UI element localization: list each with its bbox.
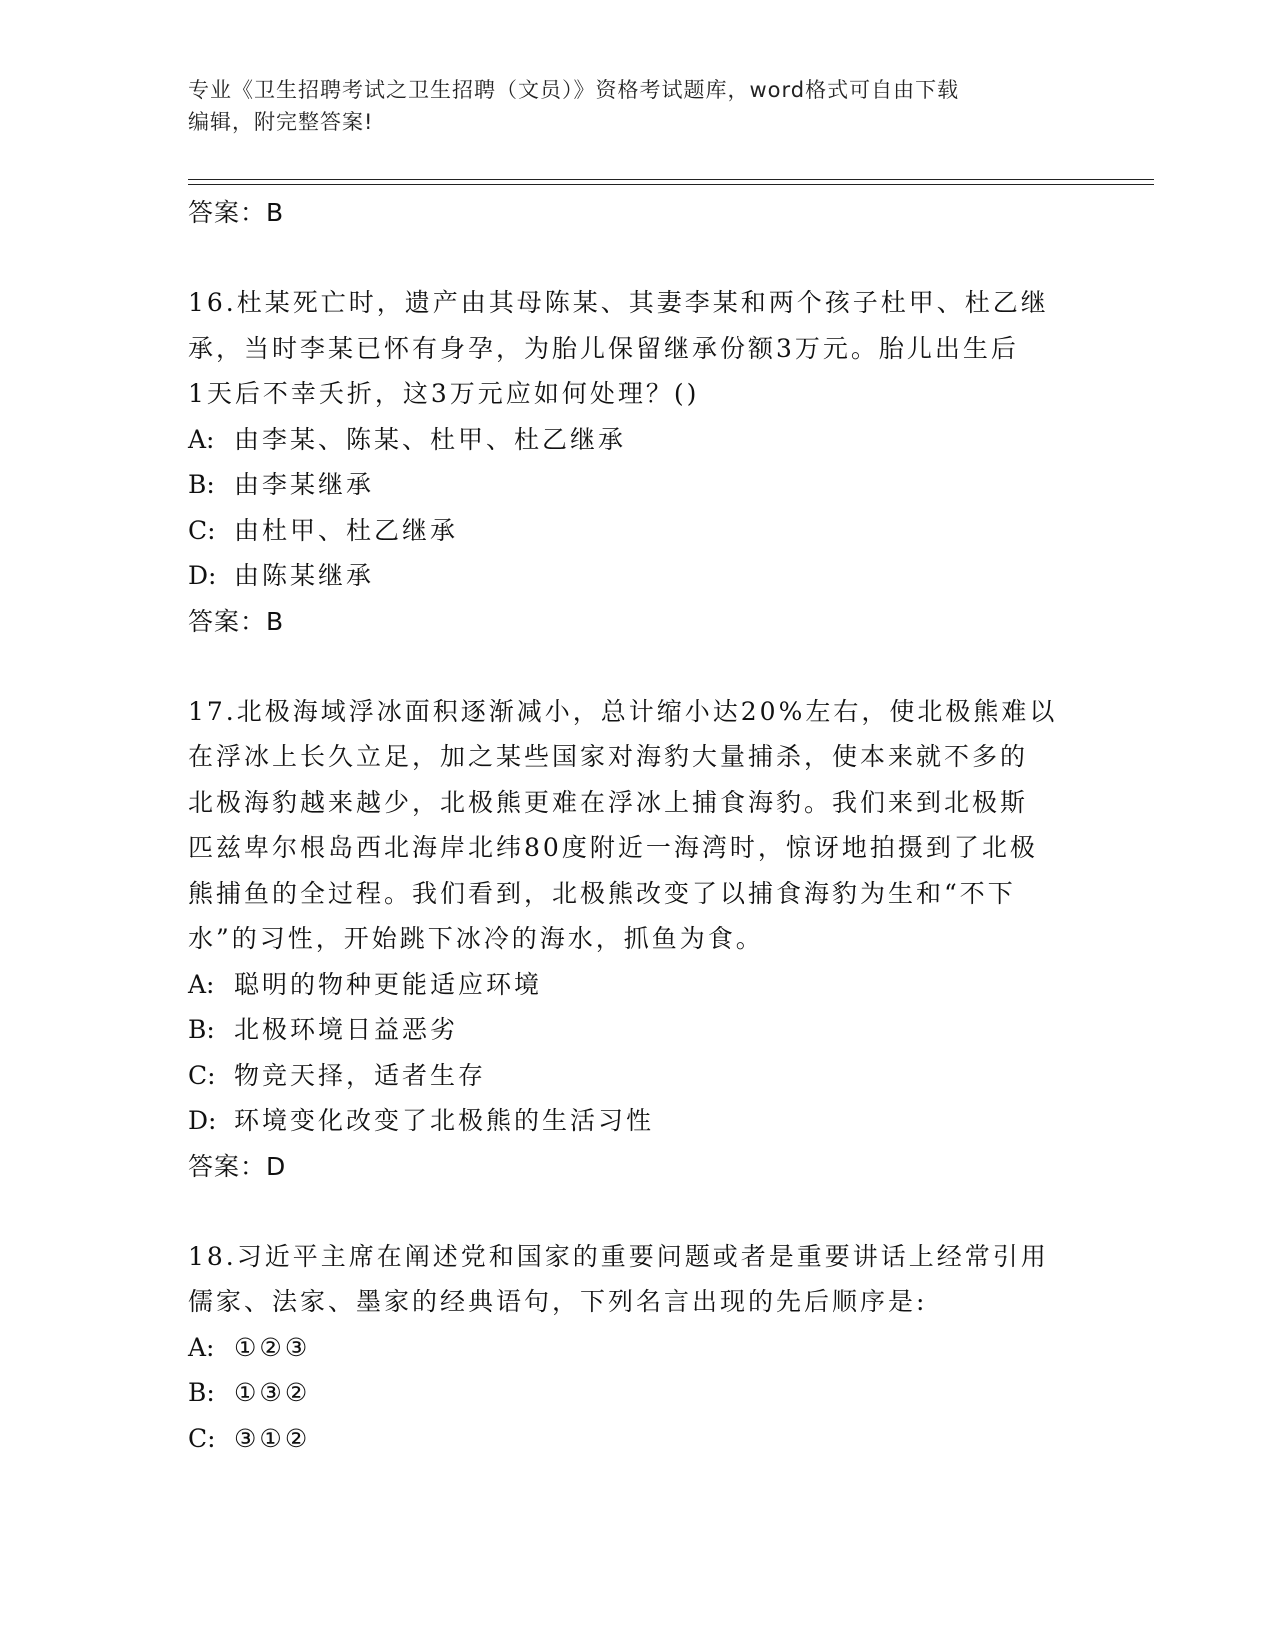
option-b (188, 1007, 1088, 1053)
header-line-1: 专业《卫生招聘考试之卫生招聘（文员）》资格考试题库，word格式可自由下载 (188, 78, 960, 102)
option-label: D: (188, 561, 217, 590)
option-text: 聪明的物种更能适应环境 (234, 969, 543, 999)
option-a (188, 417, 1088, 463)
question-line: 水”的习性，开始跳下冰冷的海水，抓鱼为食。 (188, 924, 764, 953)
option-text: 北极环境日益恶劣 (234, 1015, 459, 1044)
answer-line: 答案：B (188, 606, 285, 636)
question-line: 16.杜某死亡时，遗产由其母陈某、其妻李某和两个孩子杜甲、杜乙继 (188, 288, 1049, 317)
header-rule-bottom (188, 184, 1154, 185)
option-label: B: (188, 1015, 215, 1044)
answer-line: 答案：D (188, 1151, 287, 1181)
option-c (188, 1053, 1088, 1099)
option-d (188, 1098, 1088, 1144)
option-c (188, 508, 1088, 554)
question-text (188, 280, 1088, 417)
spacer (188, 235, 1088, 280)
question-line: 承，当时李某已怀有身孕，为胎儿保留继承份额3万元。胎儿出生后 (188, 333, 1019, 363)
question-18 (188, 1234, 1088, 1462)
option-label: A: (188, 969, 215, 999)
question-line: 北极海豹越来越少，北极熊更难在浮冰上捕食海豹。我们来到北极斯 (188, 787, 1029, 817)
option-b (188, 1370, 1088, 1416)
question-line: 熊捕鱼的全过程。我们看到，北极熊改变了以捕食海豹为生和“不下 (188, 878, 1016, 908)
document-body (188, 190, 1088, 1461)
option-d (188, 553, 1088, 599)
option-label: A: (188, 1332, 215, 1362)
page-header (188, 74, 1088, 138)
option-text: 由李某继承 (234, 470, 375, 499)
spacer (188, 1189, 1088, 1234)
option-text: 环境变化改变了北极熊的生活习性 (234, 1106, 655, 1135)
question-17 (188, 689, 1088, 1189)
question-line: 儒家、法家、墨家的经典语句，下列名言出现的先后顺序是: (188, 1287, 928, 1316)
question-line: 匹兹卑尔根岛西北海岸北纬80度附近一海湾时，惊讶地拍摄到了北极 (188, 833, 1038, 862)
option-text: 由陈某继承 (234, 561, 375, 590)
option-b (188, 462, 1088, 508)
option-text: 物竞天择，适者生存 (234, 1060, 487, 1090)
question-line: 17.北极海域浮冰面积逐渐减小，总计缩小达20%左右，使北极熊难以 (188, 696, 1058, 726)
option-text: 由杜甲、杜乙继承 (234, 515, 459, 545)
question-line: 1天后不幸夭折，这3万元应如何处理？() (188, 379, 700, 408)
option-label: B: (188, 470, 215, 499)
option-text: ①③② (234, 1378, 311, 1407)
option-label: C: (188, 1423, 216, 1453)
question-16 (188, 280, 1088, 644)
option-label: C: (188, 515, 216, 545)
option-c (188, 1416, 1088, 1462)
answer-line: 答案：B (188, 198, 285, 227)
question-text (188, 689, 1088, 962)
option-text: ③①② (234, 1423, 311, 1453)
option-a (188, 962, 1088, 1008)
spacer (188, 644, 1088, 689)
option-text: 由李某、陈某、杜甲、杜乙继承 (234, 424, 627, 454)
header-line-2: 编辑，附完整答案! (188, 110, 374, 134)
option-text: ①②③ (234, 1332, 311, 1362)
header-rule-top (188, 179, 1154, 180)
option-a (188, 1325, 1088, 1371)
option-label: A: (188, 424, 215, 454)
option-label: C: (188, 1060, 216, 1090)
question-line: 18.习近平主席在阐述党和国家的重要问题或者是重要讲话上经常引用 (188, 1241, 1049, 1271)
question-text (188, 1234, 1088, 1325)
question-line: 在浮冰上长久立足，加之某些国家对海豹大量捕杀，使本来就不多的 (188, 742, 1029, 771)
option-label: B: (188, 1378, 215, 1407)
option-label: D: (188, 1106, 217, 1135)
